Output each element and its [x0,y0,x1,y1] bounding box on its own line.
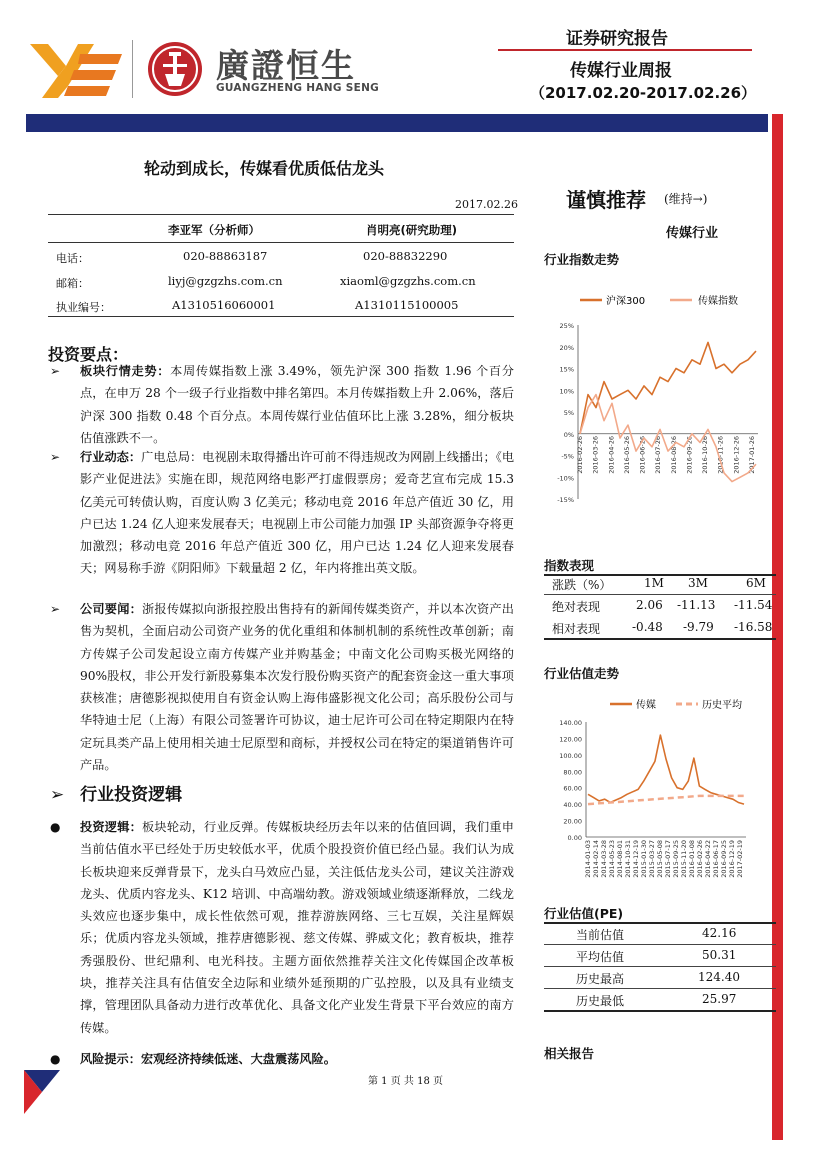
table-top-rule [48,214,514,215]
license-a: A1310516060001 [172,298,276,312]
y-tick-label: 25% [559,322,574,330]
point-head: 风险提示： [80,1052,141,1066]
perf-cell: 2.06 [636,598,663,612]
perf-cell: -9.79 [683,620,714,634]
pe-top-rule [544,922,776,924]
index-trend-title: 行业指数走势 [544,252,620,267]
brand-name-en: GUANGZHENG HANG SENG [216,82,380,94]
point-market [50,360,514,449]
x-tick-label: 2014-05-23 [608,840,616,878]
rating: 谨慎推荐 [566,188,646,212]
x-tick-label: 2014-01-03 [584,840,592,878]
y-tick-label: 15% [559,365,574,374]
pe-row-value: 50.31 [702,948,737,962]
index-trend-chart [540,286,770,514]
point-text: 板块轮动，行业反弹。传媒板块经历去年以来的估值回调，我们重申当前估值水平已经处于历史较低水平，优质个股投资价值已经凸显。我们认为成长板块迎来反弹背景下，龙头白马效应凸显，关注低估龙头公司，建议关注游戏龙头、优质内容龙头、K12 培训、中高端幼教。游戏领域业绩逐渐释放，二线龙头效应也逐步集中，成长性依然可观，推荐游族网络、三七互娱，关注星辉娱乐；优质内容龙头领域，推荐唐德影视、慈文传媒、骅威文化；教育板块，推荐秀强股份、世纪鼎利、电光科技。主题方面依然推荐关注文化传媒国企改革板块，推荐关注具有估值安全边际和业绩外延预期的广弘控股，以及具有业绩支撑，管理团队具备动力进行改革优化、具备文化产业发生背景下平台效应的南方传媒。 [80,820,514,1035]
y-tick-label: 120.00 [559,735,582,744]
table-bottom-rule [48,316,514,317]
corner-triangle-icon [24,1070,60,1114]
x-tick-label: 2014-03-28 [600,840,608,878]
x-tick-label: 2016-06-26 [638,436,647,474]
page-number: 第 1 页 共 18 页 [368,1076,443,1087]
pe-row-value: 42.16 [702,926,737,940]
perf-header-6m: 6M [746,576,766,590]
x-tick-label: 2015-03-27 [648,840,656,878]
point-logic [50,816,514,1039]
side-red-bar [772,114,783,1140]
perf-cell: -11.13 [677,598,716,612]
pe-bottom-rule [544,1010,776,1012]
perf-row-label: 绝对表现 [552,600,601,614]
email-a: liyj@gzgzhs.com.cn [168,274,283,288]
arrow-bullet-icon: ➢ [50,785,65,805]
rating-note: (维持→) [664,192,708,206]
headline: 轮动到成长，传媒看优质低估龙头 [144,159,385,178]
brand-name-cn: 廣證恒生 [216,46,356,85]
table-rule [48,242,514,243]
x-tick-label: 2014-08-01 [616,840,624,878]
point-head: 投资逻辑： [80,820,143,834]
arrow-bullet-icon: ➢ [50,364,61,378]
phone-a: 020-88863187 [183,249,268,263]
y-tick-label: -10% [557,474,574,483]
email-label: 邮箱： [56,277,89,290]
y-tick-label: 0.00 [567,834,582,842]
y-tick-label: 20% [559,343,574,352]
pe-row-label: 历史最高 [576,972,625,986]
legend-label-avg: 历史平均 [702,700,742,711]
phone-label: 电话： [56,252,89,265]
perf-cell: -11.54 [734,598,773,612]
perf-cell: -16.58 [734,620,773,634]
license-b: A1310115100005 [355,298,459,312]
y-tick-label: 5% [563,409,574,417]
x-tick-label: 2016-12-19 [728,840,736,878]
pe-row-label: 历史最低 [576,994,625,1008]
y-tick-label: -5% [561,452,574,461]
logo-divider [132,40,133,98]
related-title: 相关报告 [544,1046,595,1061]
perf-rule [544,594,776,595]
report-name: 传媒行业周报 [570,61,672,81]
x-tick-label: 2015-05-08 [656,840,664,878]
logic-title: ➢ 行业投资逻辑 [50,785,183,805]
pe-rule [544,944,776,945]
x-tick-label: 2016-10-26 [701,436,710,474]
y-tick-label: 40.00 [563,801,582,810]
index-perf-title: 指数表现 [544,558,595,573]
series-line [588,796,744,804]
perf-bottom-rule [544,638,776,640]
pe-row-label: 平均估值 [576,950,625,964]
point-head: 行业动态： [80,450,142,464]
dot-bullet-icon: ● [50,820,61,834]
x-tick-label: 2016-11-26 [716,436,725,474]
pe-row-value: 25.97 [702,992,737,1006]
y-tick-label: 0% [563,430,574,439]
perf-header-1m: 1M [644,576,664,590]
arrow-bullet-icon: ➢ [50,602,61,616]
industry-label: 传媒行业 [666,226,719,241]
legend-label-hs300: 沪深300 [606,296,646,307]
perf-header-3m: 3M [688,576,708,590]
x-tick-label: 2014-10-31 [624,840,632,878]
x-tick-label: 2015-11-20 [680,840,688,878]
x-tick-label: 2014-12-19 [632,840,640,878]
pe-row-label: 当前估值 [576,928,625,942]
point-head: 公司要闻： [80,602,143,616]
x-tick-label: 2016-03-26 [591,436,600,474]
series-line [588,735,744,804]
header-band [26,114,768,132]
point-text: 广电总局：电视剧未取得播出许可前不得违规改为网剧上线播出；《电影产业促进法》实施在即，规范网络电影严打虚假票房；爱奇艺宣布完成 15.3 亿美元可转债认购，百度认购 3 亿美元；移动电竞 2016 年总产值近 30 亿，用户已达 1.24 亿人迎来发展春天；电视剧上市公司能力加强 IP 头部资源争夺将更加激烈；移动电竞 2016 年总产值近 300 亿，用户已达 1.24 亿人迎来发展春天；网易称手游《阴阳师》下载量超 2 亿，年内将推出英文版。 [80,450,515,576]
x-tick-label: 2016-04-22 [704,840,712,878]
ye-logo-icon [28,40,124,102]
series-line [580,342,756,433]
x-tick-label: 2016-07-26 [654,436,663,474]
x-tick-label: 2016-05-26 [622,436,631,474]
x-tick-label: 2017-02-19 [736,840,744,878]
report-type: 证券研究报告 [566,29,668,49]
valuation-pe-title: 行业估值(PE) [544,906,624,921]
pe-rule [544,988,776,989]
dot-bullet-icon: ● [50,1052,61,1066]
email-b: xiaoml@gzgzhs.com.cn [340,274,476,288]
point-risk [50,1048,514,1070]
x-tick-label: 2016-09-25 [720,840,728,878]
x-tick-label: 2016-08-26 [669,436,678,474]
x-tick-label: 2016-01-08 [688,840,696,878]
x-tick-label: 2016-02-26 [696,840,704,878]
point-industry [50,446,514,580]
y-tick-label: 140.00 [559,719,582,727]
point-text: 宏观经济持续低迷、大盘震荡风险。 [140,1052,336,1066]
y-tick-label: 20.00 [563,817,582,826]
x-tick-label: 2015-09-25 [672,840,680,878]
y-tick-label: -15% [557,496,574,504]
x-tick-label: 2016-12-26 [732,436,741,474]
x-tick-label: 2016-09-26 [685,436,694,474]
legend-label-media-pe: 传媒 [636,700,656,711]
x-tick-label: 2015-07-17 [664,840,672,878]
point-text: 本周传媒指数上涨 3.49%，领先沪深 300 指数 1.96 个百分点，在申万 28 个一级子行业指数中排名第四。本月传媒指数上升 2.06%，落后沪深 300 指数 0.48 个百分点。本周传媒行业估值环比上涨 3.28%，细分板块估值涨跌不一。 [80,364,514,445]
point-company [50,598,514,776]
arrow-bullet-icon: ➢ [50,450,61,464]
perf-row-label: 相对表现 [552,622,601,636]
report-date: 2017.02.26 [455,198,518,211]
x-tick-label: 2017-01-26 [748,436,756,474]
y-tick-label: 100.00 [559,751,582,760]
x-tick-label: 2016-04-26 [607,436,616,474]
valuation-trend-chart [540,692,770,892]
point-head: 板块行情走势： [80,364,171,378]
seal-logo-icon [146,40,204,98]
investment-title: 投资要点： [48,345,129,364]
y-tick-label: 60.00 [563,784,582,793]
y-tick-label: 10% [559,387,574,396]
perf-cell: -0.48 [632,620,663,634]
report-period: （2017.02.20-2017.02.26） [530,84,757,102]
valuation-trend-title: 行业估值走势 [544,666,620,681]
y-tick-label: 80.00 [563,768,582,777]
legend-label-media: 传媒指数 [698,296,738,307]
x-tick-label: 2016-02-26 [576,436,584,474]
perf-header-label: 涨跌（%） [552,578,612,592]
x-tick-label: 2016-06-17 [712,840,720,878]
point-text: 浙报传媒拟向浙报控股出售持有的新闻传媒类资产，并以本次资产出售为契机，全面启动公司资产业务的优化重组和体制机制的系统性改革创新；南方传媒子公司发起设立南方传媒产业并购基金；中南文化公司购买极光网络的 90%股权，非公开发行新股募集本次发行股份购买资产的配套资金这一重大事项获核准；唐德影视拟使用自有资金认购上海伟盛影视文化公司；高乐股份公司与华特迪士尼（上海）有限公司签署许可协议，迪士尼许可公司在特定期限内在特定玩具类产品上使用相关迪士尼原型和商标，并授权公司在特定的渠道销售许可产品。 [80,602,514,773]
x-tick-label: 2015-01-30 [640,840,648,878]
phone-b: 020-88832290 [363,249,448,263]
pe-row-value: 124.40 [698,970,740,984]
x-tick-label: 2014-02-14 [592,840,600,878]
license-label: 执业编号： [56,301,111,314]
analyst-name-1: 李亚军（分析师） [168,223,260,237]
pe-rule [544,966,776,967]
analyst-name-2: 肖明亮(研究助理) [366,223,458,237]
header-red-rule [498,49,752,51]
